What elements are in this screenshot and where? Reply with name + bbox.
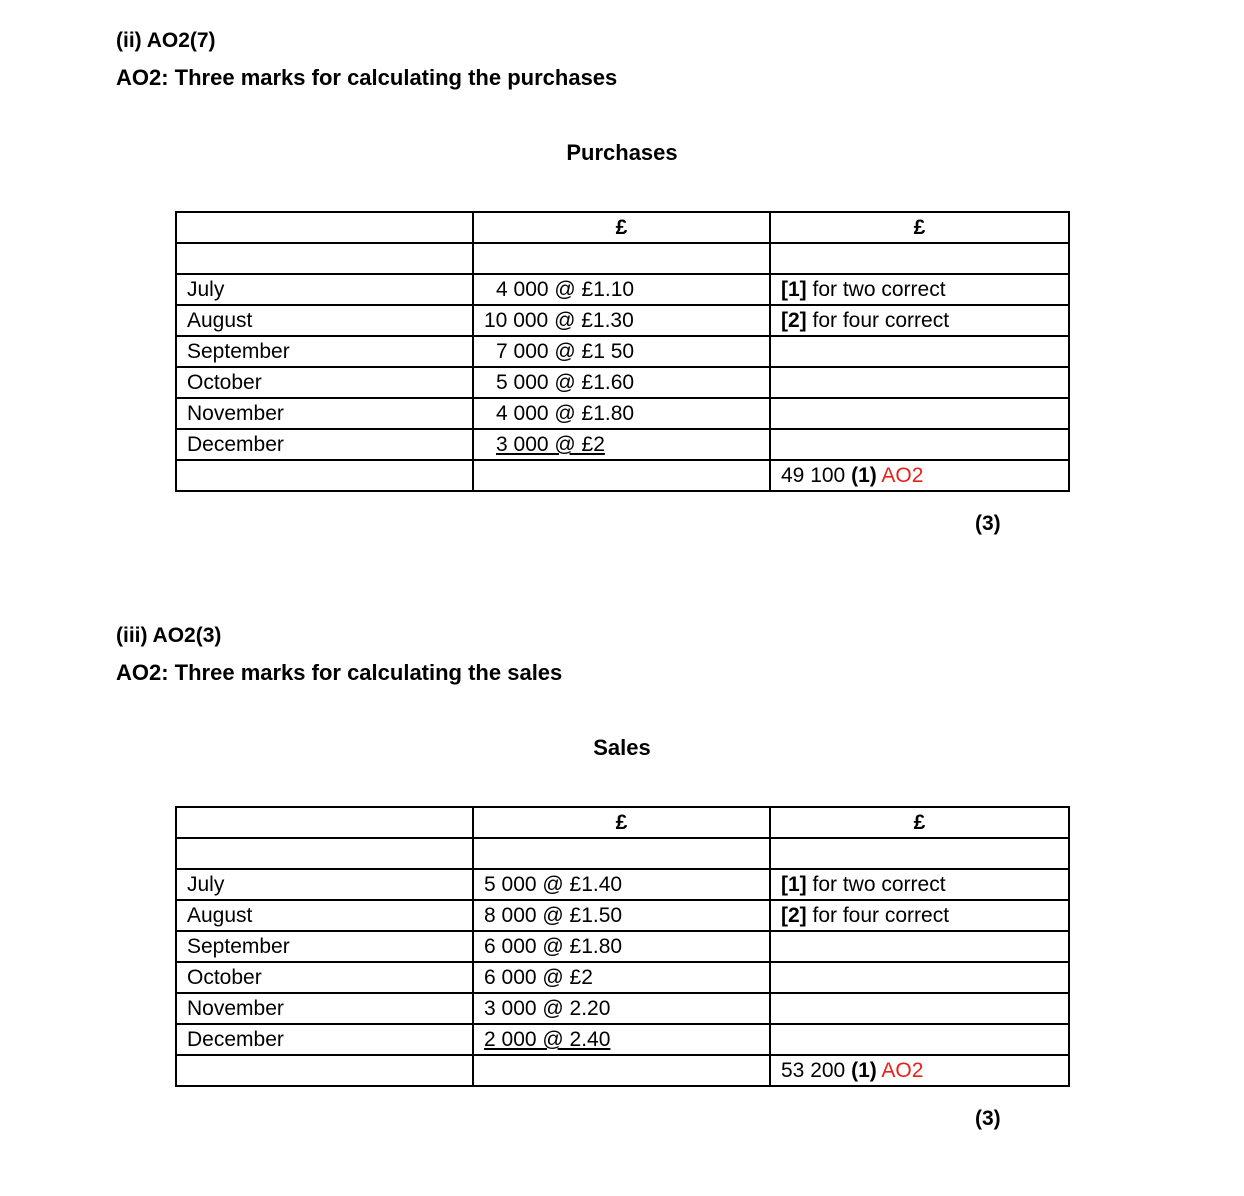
month-cell: October [176,367,473,398]
value-cell: 10 000 @ £1.30 [473,305,770,336]
month-cell: September [176,336,473,367]
note-cell [770,962,1069,993]
total-cell: 49 100 (1) AO2 [770,460,1069,491]
month-cell: July [176,869,473,900]
table-spacer-row [176,243,1069,274]
table-spacer-row [176,838,1069,869]
note-cell: [2] for four correct [770,305,1069,336]
month-cell: December [176,429,473,460]
value-cell: 8 000 @ £1.50 [473,900,770,931]
value-cell: 6 000 @ £1.80 [473,931,770,962]
month-cell: August [176,900,473,931]
month-cell: September [176,931,473,962]
value-cell: 6 000 @ £2 [473,962,770,993]
table-row [176,962,1069,993]
section-heading-purchases: AO2: Three marks for calculating the purchases [116,65,618,90]
header-cell-currency: £ [473,212,770,243]
section-label-purchases: (ii) AO2(7) [116,29,216,52]
header-cell-empty [176,212,473,243]
marks-total-sales: (3) [975,1107,1001,1130]
note-cell [770,336,1069,367]
table-row [176,305,1069,336]
note-cell: [1] for two correct [770,869,1069,900]
marks-total-purchases: (3) [975,512,1001,535]
table-title-purchases: Purchases [566,140,678,165]
month-cell: November [176,398,473,429]
note-cell [770,367,1069,398]
table-row [176,398,1069,429]
note-cell [770,429,1069,460]
value-cell: 5 000 @ £1.60 [473,367,770,398]
header-cell-currency: £ [473,807,770,838]
total-cell: 53 200 (1) AO2 [770,1055,1069,1086]
note-cell [770,931,1069,962]
month-cell: July [176,274,473,305]
table-total-row [176,460,1069,491]
value-cell: 3 000 @ 2.20 [473,993,770,1024]
header-cell-empty [176,807,473,838]
section-label-sales: (iii) AO2(3) [116,624,222,647]
value-cell: 2 000 @ 2.40 [473,1024,770,1055]
table-row [176,336,1069,367]
note-cell: [2] for four correct [770,900,1069,931]
value-cell: 4 000 @ £1.80 [473,398,770,429]
value-cell: 4 000 @ £1.10 [473,274,770,305]
note-cell: [1] for two correct [770,274,1069,305]
value-cell: 7 000 @ £1 50 [473,336,770,367]
table-title-sales: Sales [593,735,651,760]
table-header-row [176,212,1069,243]
note-cell [770,398,1069,429]
table-header-row [176,807,1069,838]
table-row [176,274,1069,305]
table-row [176,993,1069,1024]
sales-table [175,806,1070,1087]
table-row [176,900,1069,931]
purchases-table [175,211,1070,492]
month-cell: November [176,993,473,1024]
note-cell [770,993,1069,1024]
month-cell: August [176,305,473,336]
table-total-row [176,1055,1069,1086]
table-row [176,869,1069,900]
value-cell: 5 000 @ £1.40 [473,869,770,900]
note-cell [770,1024,1069,1055]
value-cell: 3 000 @ £2 [473,429,770,460]
header-cell-currency: £ [770,807,1069,838]
table-row [176,1024,1069,1055]
table-row [176,429,1069,460]
table-row [176,931,1069,962]
month-cell: December [176,1024,473,1055]
month-cell: October [176,962,473,993]
table-row [176,367,1069,398]
section-heading-sales: AO2: Three marks for calculating the sales [116,660,563,685]
header-cell-currency: £ [770,212,1069,243]
